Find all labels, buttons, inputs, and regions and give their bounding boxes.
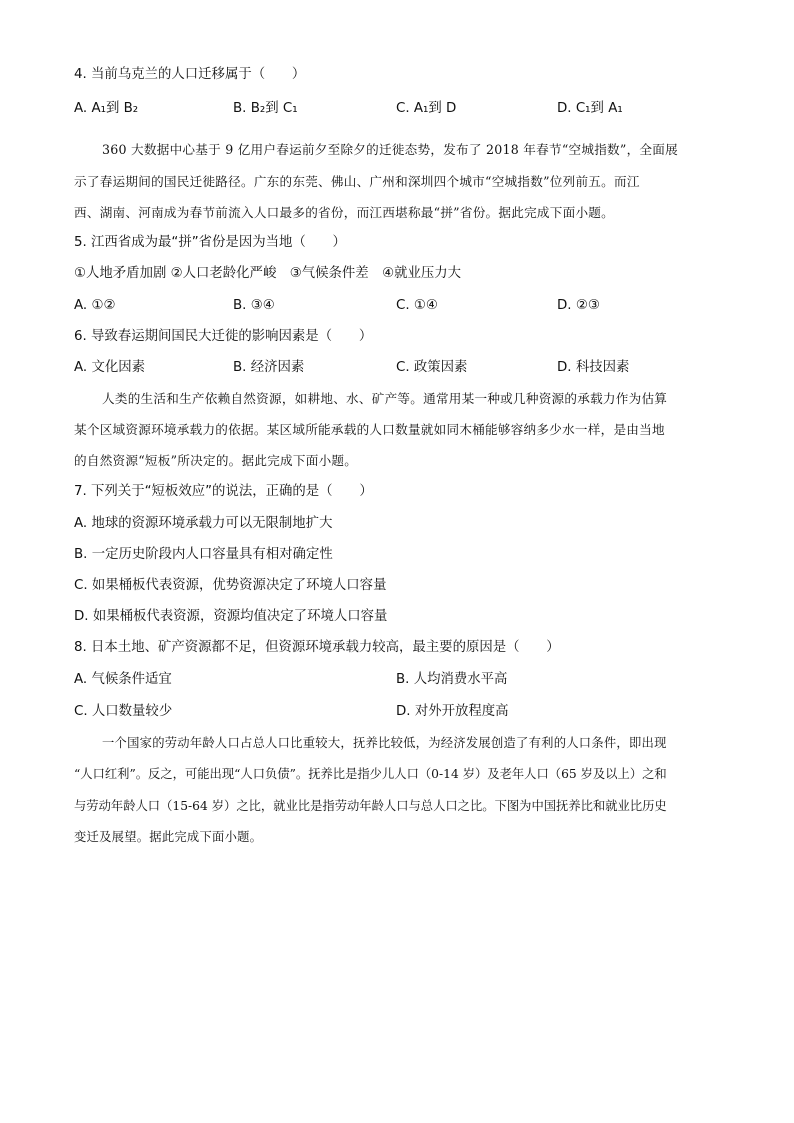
question-4-option-b: B. B₂到 C₁ [233, 101, 298, 116]
passage-1-line-3: 西、湖南、河南成为春节前流入人口最多的省份，而江西堪称最“拼”省份。据此完成下面小题。 [74, 205, 614, 220]
question-5-option-a: A. ①② [74, 298, 116, 313]
question-4-option-c: C. A₁到 D [396, 101, 457, 116]
question-6-stem: 6. 导致春运期间国民大迁徙的影响因素是（ ） [74, 329, 373, 344]
question-8-option-b: B. 人均消费水平高 [396, 672, 508, 687]
passage-3-line-1: 一个国家的劳动年龄人口占总人口比重较大，抚养比较低，为经济发展创造了有利的人口条件，即出现 [102, 736, 667, 750]
question-4-option-a: A. A₁到 B₂ [74, 101, 139, 116]
question-8-stem: 8. 日本土地、矿产资源都不足，但资源环境承载力较高，最主要的原因是（ ） [74, 640, 560, 655]
passage-2-line-3: 的自然资源“短板”所决定的。据此完成下面小题。 [74, 453, 358, 468]
passage-3-line-4: 变迁及展望。据此完成下面小题。 [74, 830, 263, 844]
question-7-option-d: D. 如果桶板代表资源，资源均值决定了环境人口容量 [74, 609, 388, 624]
passage-3-line-2: “人口红利”。反之，可能出现“人口负债”。抚养比是指少儿人口（0-14 岁）及老年人口（65 岁及以上）之和 [74, 767, 667, 781]
question-7-option-c: C. 如果桶板代表资源，优势资源决定了环境人口容量 [74, 578, 387, 593]
question-7-option-a: A. 地球的资源环境承载力可以无限制地扩大 [74, 516, 333, 531]
question-4-option-d: D. C₁到 A₁ [557, 101, 623, 116]
question-5-option-b: B. ③④ [233, 298, 275, 313]
question-8-option-c: C. 人口数量较少 [74, 704, 173, 719]
question-4-stem: 4. 当前乌克兰的人口迁移属于（ ） [74, 67, 306, 82]
question-6-option-c: C. 政策因素 [396, 360, 468, 375]
question-5-items: ①人地矛盾加剧 ②人口老龄化严峻 ③气候条件差 ④就业压力大 [74, 266, 462, 281]
question-8-option-d: D. 对外开放程度高 [396, 704, 509, 719]
question-5-option-d: D. ②③ [557, 298, 600, 313]
passage-1-line-2: 示了春运期间的国民迁徙路径。广东的东莞、佛山、广州和深圳四个城市“空城指数”位列前五。而江 [74, 174, 640, 189]
passage-2-line-1: 人类的生活和生产依赖自然资源，如耕地、水、矿产等。通常用某一种或几种资源的承载力作为估算 [102, 391, 668, 406]
passage-3-line-3: 与劳动年龄人口（15-64 岁）之比，就业比是指劳动年龄人口与总人口之比。下图为中国抚养比和就业比历史 [74, 799, 667, 813]
question-8-option-a: A. 气候条件适宜 [74, 672, 172, 687]
question-6-option-d: D. 科技因素 [557, 360, 630, 375]
question-6-option-b: B. 经济因素 [233, 360, 305, 375]
question-6-option-a: A. 文化因素 [74, 360, 145, 375]
question-7-stem: 7. 下列关于“短板效应”的说法，正确的是（ ） [74, 484, 373, 499]
question-5-option-c: C. ①④ [396, 298, 438, 313]
passage-1-line-1: 360 大数据中心基于 9 亿用户春运前夕至除夕的迁徙态势，发布了 2018 年春节“空城指数”，全面展 [102, 142, 678, 157]
passage-2-line-2: 某个区域资源环境承载力的依据。某区域所能承载的人口数量就如同木桶能够容纳多少水一样，是由当地 [74, 422, 665, 437]
question-7-option-b: B. 一定历史阶段内人口容量具有相对确定性 [74, 547, 333, 562]
question-5-stem: 5. 江西省成为最“拼”省份是因为当地（ ） [74, 235, 346, 250]
